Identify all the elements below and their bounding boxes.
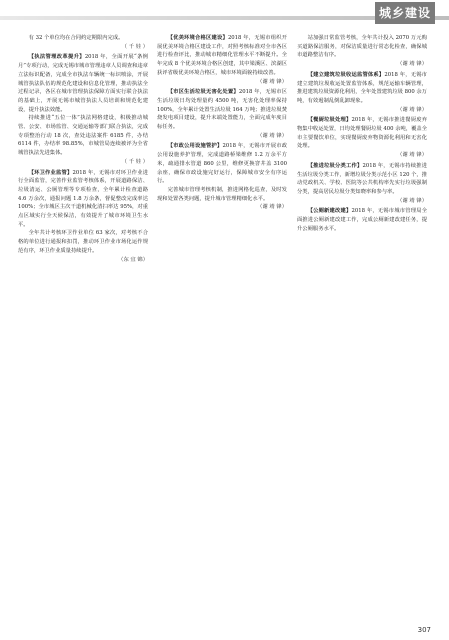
article-paragraph	[297, 71, 427, 106]
page-header	[0, 0, 449, 26]
article-heading: 【市政公用设施管护】	[167, 143, 223, 150]
author-signature: （ 千 娃 ）	[121, 43, 148, 50]
article-paragraph	[157, 34, 287, 78]
author-signature: （谢 靖 锋）	[397, 152, 427, 159]
article-heading: 【餐厨垃圾处理】	[307, 117, 352, 124]
text-column-3	[297, 34, 427, 624]
paragraph-text: 2018 年，无锡市持续推进生活垃圾分类工作，新增垃圾分类示范小区 120 个，推动党政机关、学校、医院等公共机构率先实行垃圾强制分类，提高居民垃圾分类知晓率和参与率。	[297, 162, 427, 195]
article-heading: 【环卫作业监管】	[28, 169, 73, 176]
paragraph-text: 站加强日常监管考核，全年共计投入 2070 万元购买道路保洁服务，对保洁质量进行常态化检查，确保城市道路整洁有序。	[297, 35, 427, 59]
author-signature: （谢 靖 锋）	[397, 61, 427, 68]
article-paragraph	[297, 34, 427, 60]
author-signature: （东 宜 锦）	[118, 256, 148, 263]
body-text	[18, 34, 148, 43]
paragraph-text: 2018 年，无锡市组织开展优美环境合格区建设工作，对照考核标准对全市各区进行检查评比，推动城市精细化管理水平不断提升。全年完成 8 个优美环境合格区创建，其中梁溪区、滨湖区获评省级优美环境合格区，城市环境面貌持续改善。	[157, 35, 287, 76]
paragraph-text: 2018 年，全面开展“条例月”专项行动，完成无锡市城市管理违章人员调查和违章立法标识配备，完成全市执法车辆统一标识喷涂，开展城管执法队伍的规范化建设和信息化管理，推动执法全过程记录，各区在城市管理执法保障方面实行联合执法的基础上，开展无锡市城管执法人员培训和规范化建设，提升执法效能。	[18, 54, 148, 113]
article-paragraph	[18, 53, 148, 114]
paragraph-text: 持续推进“五位一体”执法网格建设，积极推动城管、公安、市场监管、交通运输等部门联合执法，完成专项整治行动 18 次，查处违法案件 6185 件，办结 6114 件，办结率 98.85%，市城管局连续被评为全省城管执法先进集体。	[18, 115, 148, 157]
article-paragraph	[157, 142, 287, 186]
article-heading: 【建立建筑垃圾收运监管体系】	[307, 71, 385, 78]
text-column-1	[18, 34, 148, 624]
article-heading: 【优美环境合格区建设】	[167, 35, 228, 41]
article-heading: 【市区生活垃圾无害化处置】	[167, 89, 239, 96]
article-paragraph	[157, 88, 287, 132]
article-paragraph	[297, 162, 427, 197]
author-signature: （谢 靖 锋）	[397, 106, 427, 113]
author-signature: （谢 靖 锋）	[257, 132, 287, 139]
article-paragraph	[18, 114, 148, 158]
article-paragraph	[18, 169, 148, 230]
section-title: 城乡建设	[375, 2, 435, 24]
article-heading: 【公厕新建改建】	[307, 208, 352, 215]
paragraph-text: 2018 年，无锡市城市管理局全面推进公厕新建改建工作，完成公厕新建改建任务，提升公厕服务水平。	[297, 208, 427, 232]
paragraph-text: 2018 年，无锡市对环卫作业进行全面监管，完善作业监管考核体系，开展道路保洁、垃圾清运、公厕管理等专项检查，全年累计检查道路 4.6 万余次，通报问题 1.8 万余条，督促整改完成率达 100%；全市城区主次干道机械化清扫率达 95%，对重点区域实行全天候保洁，有效提升了城市环境卫生水平。	[18, 169, 148, 228]
author-signature: （谢 靖 锋）	[257, 78, 287, 85]
article-paragraph	[18, 229, 148, 255]
paragraph-text: 完善城市管理考核机制，推进网格化巡查，及时发现和处置各类问题，提升城市管理精细化水平。	[157, 186, 287, 202]
article-paragraph	[297, 207, 427, 233]
paragraph-text: 全年共计考核环卫作业单位 63 家次，对考核不合格的单位进行通报和扣罚，推动环卫作业市场化运作规范有序，环卫作业质量持续提升。	[18, 230, 148, 254]
paragraph-text: 2018 年，无锡市建立建筑垃圾收运处置监管体系，规范运输车辆管理，推进建筑垃圾资源化利用，全年处置建筑垃圾 800 余万吨，有效遏制乱倒乱卸现象。	[297, 71, 427, 104]
paragraph-text: 2018 年，无锡市区生活垃圾日均处理量约 4500 吨，无害化处理率保持 100%，全年累计处置生活垃圾 164 万吨；推进垃圾焚烧发电项目建设，提升末端处置能力，全面完成年度目标任务。	[157, 89, 287, 131]
article-paragraph	[157, 186, 287, 203]
page-number: 307	[417, 626, 431, 634]
author-signature: （谢 靖 锋）	[397, 197, 427, 204]
paragraph-text: 有 32 个单位均在合同约定期限内完成。	[28, 35, 124, 41]
paragraph-text: 2018 年，无锡市开展市政公用设施养护管理，完成道路桥梁维修 1.2 万余平方米，疏通排水管道 860 公里，维修更换窨井盖 3100 余座，确保市政设施完好运行，保障城市安全有序运行。	[157, 143, 287, 185]
paragraph-text: 2018 年，无锡市推进餐厨废弃物集中收运处置，日均处理餐厨垃圾 400 余吨，覆盖全市主要餐饮单位，实现餐厨废弃物资源化利用和无害化处理。	[297, 117, 427, 150]
article-heading: 【执法管理改革提升】	[28, 54, 85, 61]
article-paragraph	[297, 116, 427, 151]
author-signature: （ 千 娃 ）	[121, 158, 148, 165]
article-heading: 【推进垃圾分类工作】	[307, 162, 363, 169]
author-signature: （谢 靖 锋）	[257, 204, 287, 211]
text-column-2	[157, 34, 287, 624]
